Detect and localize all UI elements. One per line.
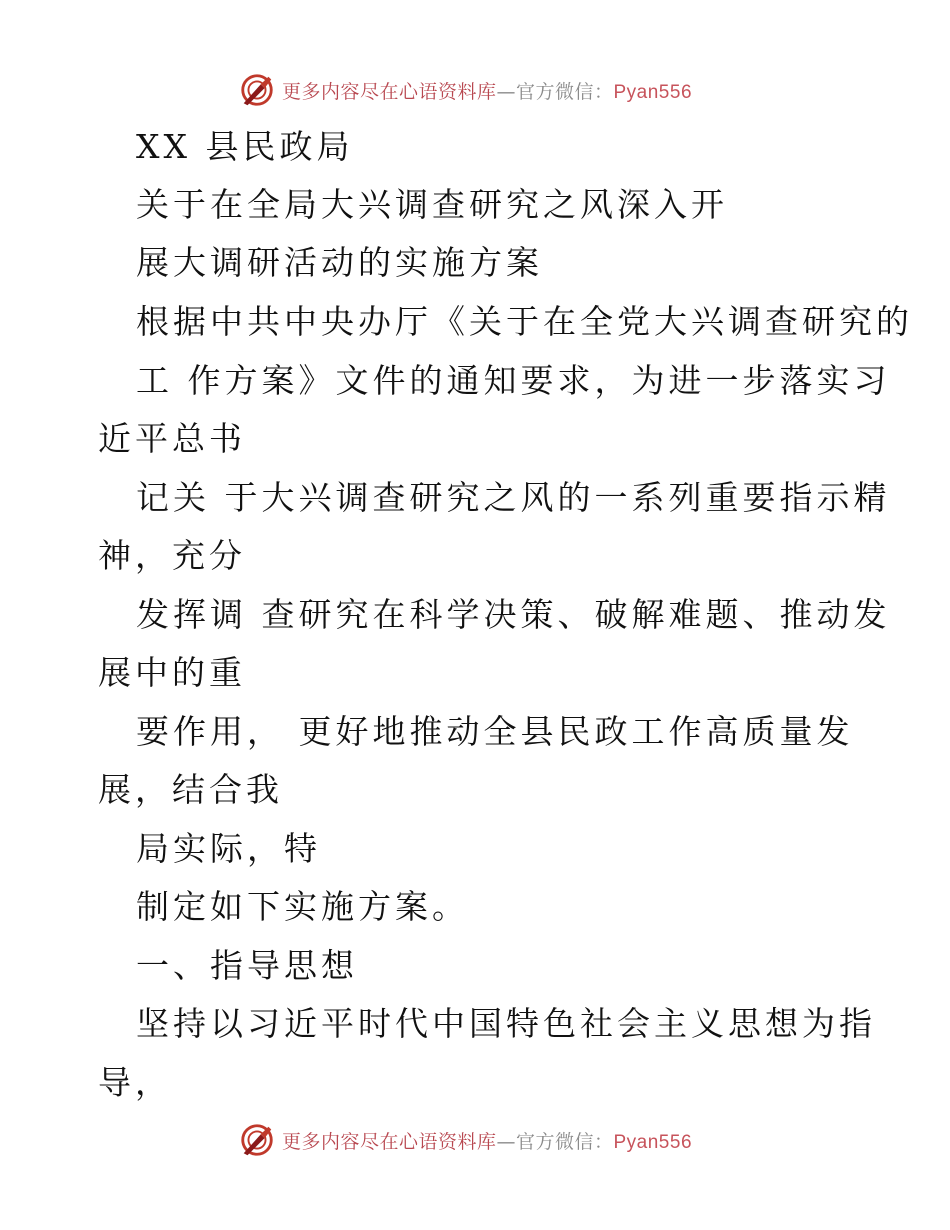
banner-wechat-id: Pyan556 (613, 81, 693, 103)
pen-logo-icon (238, 1121, 276, 1159)
banner-official-label: 官方微信： (515, 1130, 614, 1153)
doc-paragraph-line: 要作用， 更好地推动全县民政工作高质量发 (136, 712, 854, 751)
doc-paragraph-line: 根据中共中央办厅《关于在全党大兴调查研究的 (136, 302, 913, 341)
header-banner (0, 68, 950, 112)
doc-section-heading: 一、指导思想 (136, 946, 358, 985)
banner-dash: — (496, 1130, 516, 1153)
doc-paragraph-line: 近平总书 (98, 419, 246, 458)
footer-banner-text (282, 1127, 692, 1154)
doc-paragraph-line: 坚持以习近平时代中国特色社会主义思想为指 (136, 1004, 876, 1043)
doc-paragraph-line: 局实际，特 (136, 829, 321, 868)
doc-paragraph-line: 发挥调 查研究在科学决策、破解难题、推动发 (136, 595, 891, 634)
doc-paragraph-line: 记关 于大兴调查研究之风的一系列重要指示精 (136, 478, 891, 517)
banner-wechat-id: Pyan556 (613, 1131, 693, 1153)
doc-paragraph-line: 展，结合我 (98, 770, 283, 809)
doc-paragraph-line: 展中的重 (98, 653, 246, 692)
header-banner-text (282, 77, 692, 104)
doc-title-line-1: 关于在全局大兴调查研究之风深入开 (136, 185, 728, 224)
footer-banner (0, 1118, 950, 1162)
doc-paragraph-line: 导， (98, 1063, 172, 1102)
banner-main-text: 更多内容尽在心语资料库 (281, 1130, 497, 1153)
doc-paragraph-line: 工 作方案》文件的通知要求，为进一步落实习 (136, 361, 891, 400)
doc-paragraph-line: 制定如下实施方案。 (136, 887, 469, 926)
doc-paragraph-line: 神，充分 (98, 536, 246, 575)
doc-title-line-2: 展大调研活动的实施方案 (136, 243, 543, 282)
doc-org-title: XX 县民政局 (136, 127, 354, 166)
banner-dash: — (496, 80, 516, 103)
banner-main-text: 更多内容尽在心语资料库 (281, 80, 497, 103)
banner-official-label: 官方微信： (515, 80, 614, 103)
pen-logo-icon (238, 71, 276, 109)
